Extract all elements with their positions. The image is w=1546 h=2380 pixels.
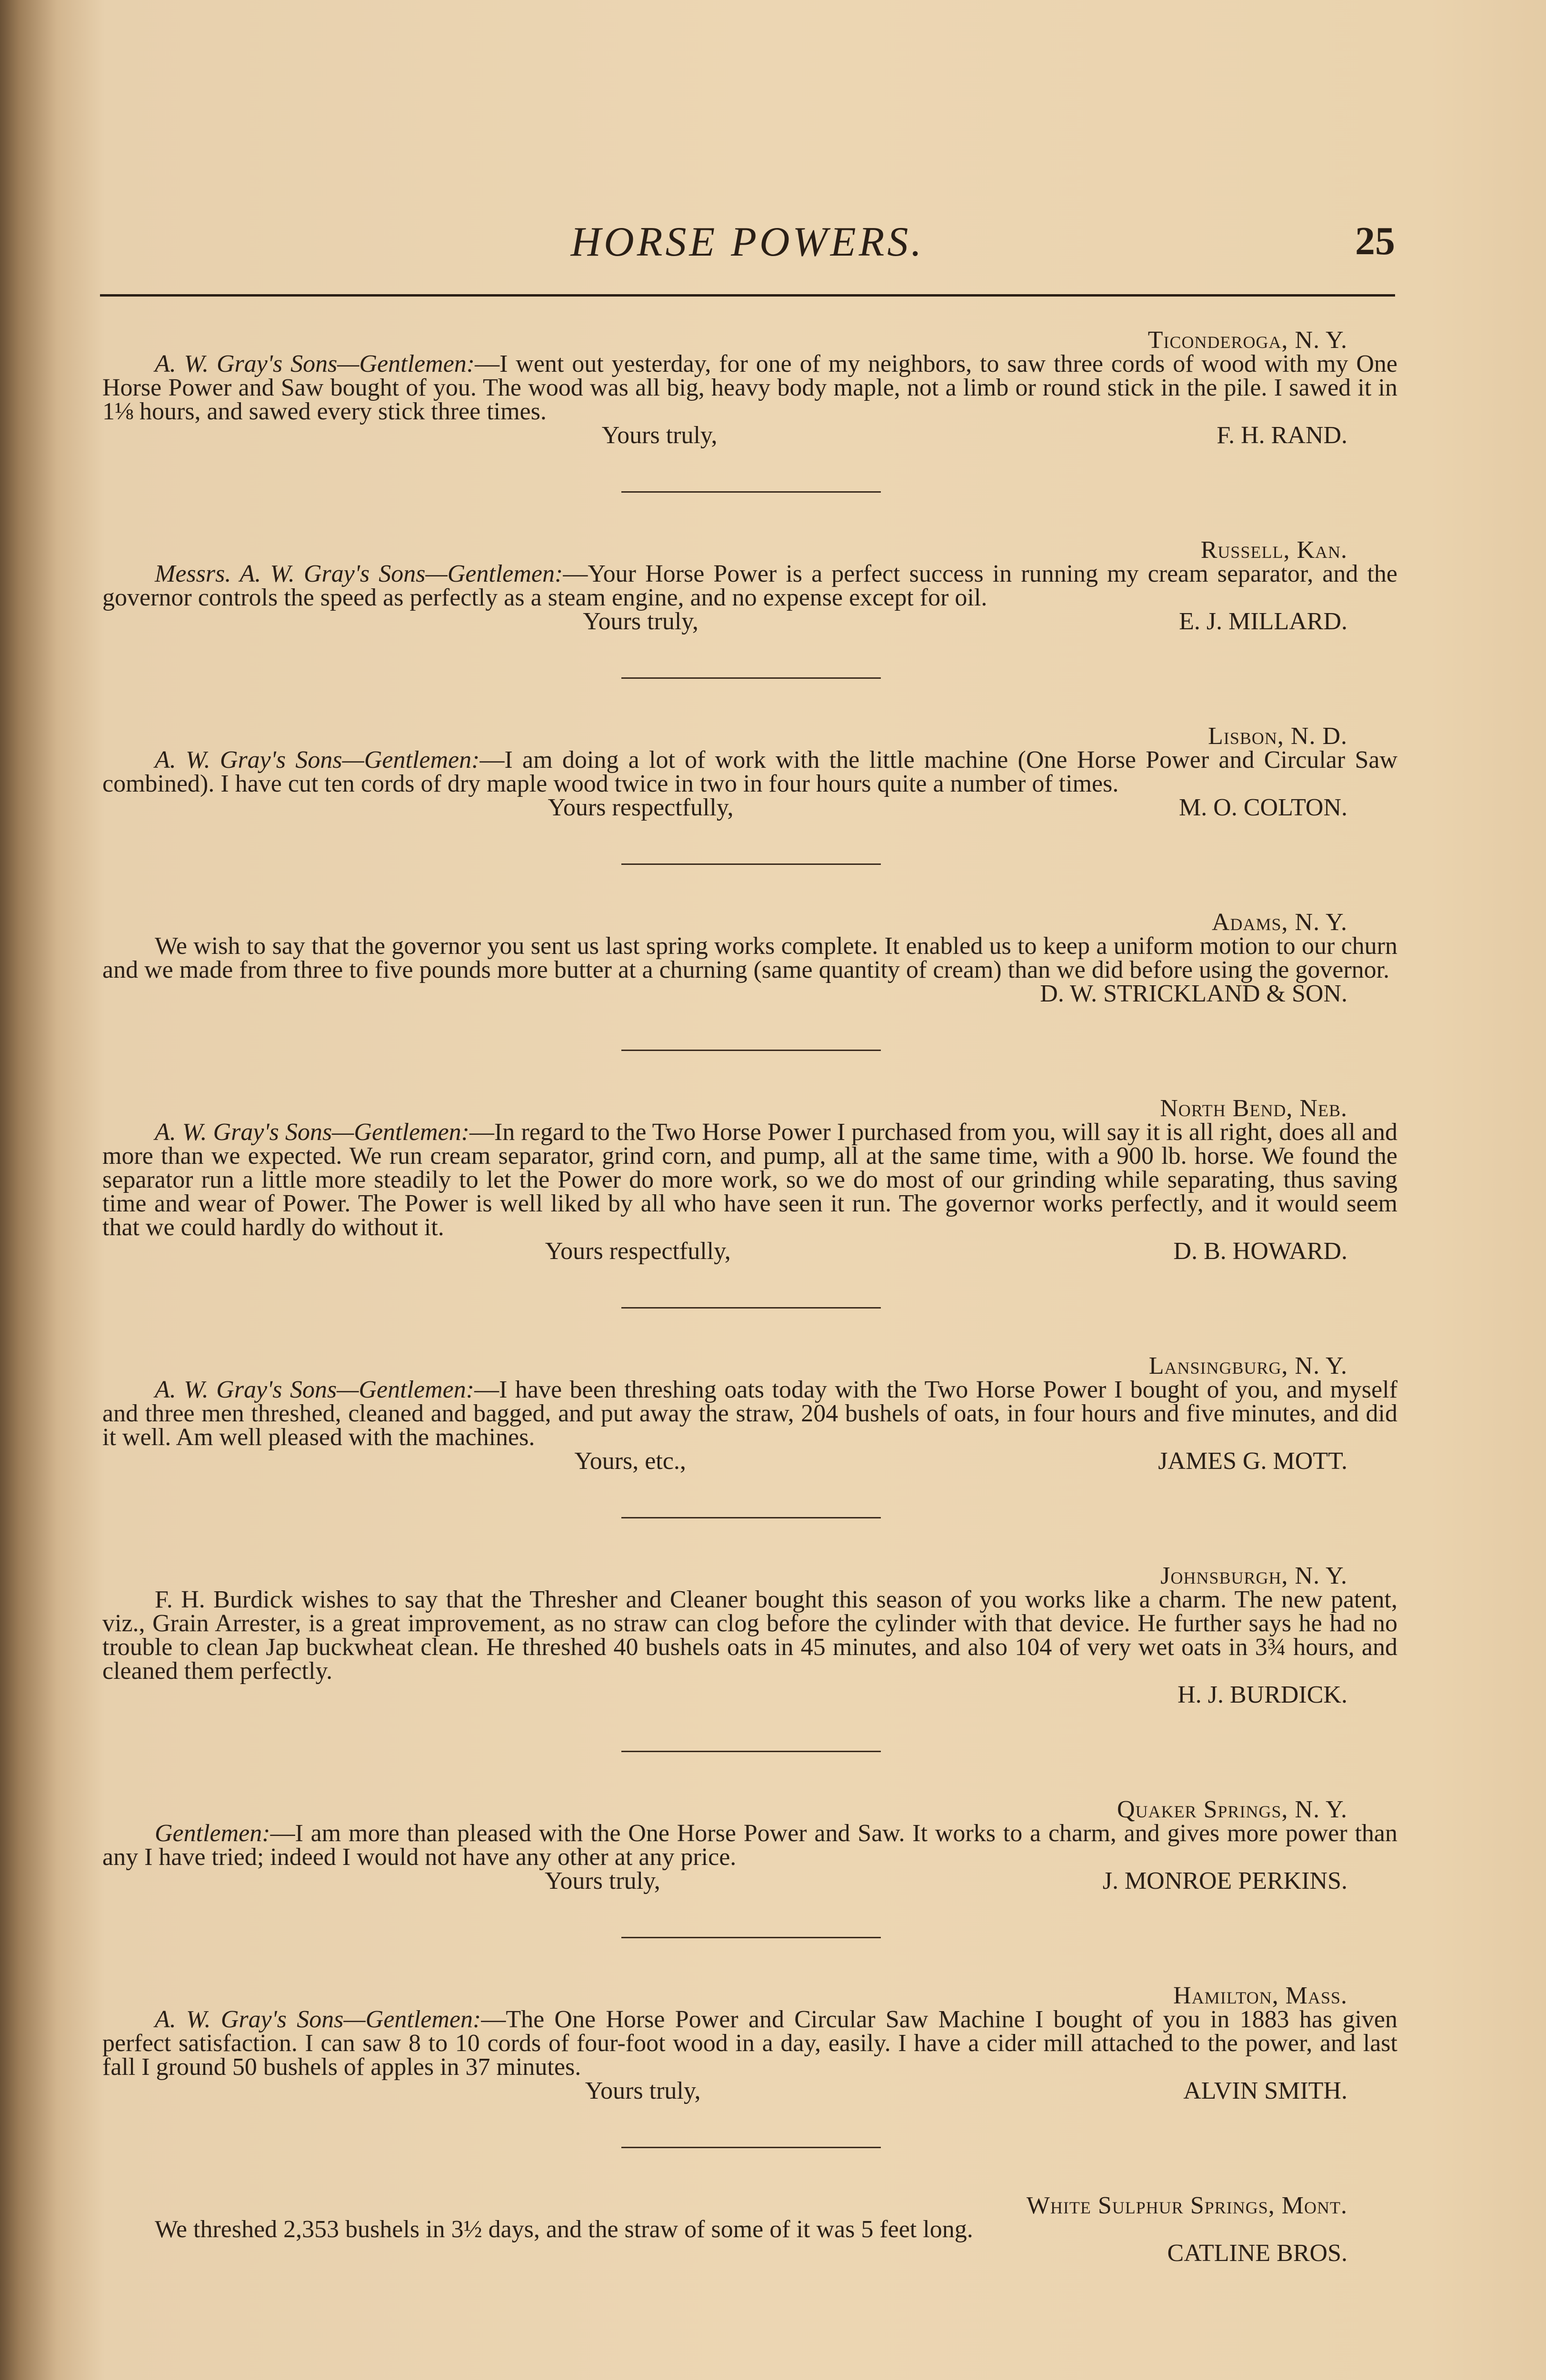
letter-text: —I am doing a lot of work with the little machine (One Horse Power and Circular Saw combined). I have cut ten cords of dry maple wood twice in two in four hours quite a number of times. [102,746,1398,797]
letter-place: Ticonderoga, N. Y. [1147,327,1347,354]
letter-body [102,1121,1397,1240]
letter-body [102,934,1397,982]
letter-body [102,562,1397,610]
letter-signature: JAMES G. MOTT. [1158,1448,1347,1475]
testimonial-letter [102,2194,1397,2265]
letter-salutation: A. W. Gray's Sons—Gentlemen: [155,1376,475,1403]
letter-place: Adams, N. Y. [1211,909,1347,936]
testimonial-letter [102,1354,1397,1473]
letter-salutation: A. W. Gray's Sons—Gentlemen: [155,746,480,774]
page-header [100,218,1395,294]
testimonial-letter [102,1097,1397,1263]
page-number: 25 [1355,219,1395,263]
letter-body [102,2008,1397,2079]
letter-complimentary-close: Yours, etc., [574,1448,686,1475]
testimonial-letter [102,328,1397,447]
letter-signature: M. O. COLTON. [1179,794,1347,821]
running-head: HORSE POWERS. [570,219,925,265]
letter-body [102,1378,1397,1449]
letter-text: —I am more than pleased with the One Horse Power and Saw. It works to a charm, and gives more power than any I have tried; indeed I would not have any other at any price. [102,1820,1397,1871]
letter-place: White Sulphur Springs, Mont. [1026,2192,1347,2219]
letter-text: —In regard to the Two Horse Power I purchased from you, will say it is all right, does all and more than we expected. We run cream separator, grind corn, and pump, all at the same time, with a 900 lb. horse. We found the separator run a little more steadily to let the Power do more work, so we do most of our grinding while separating, thus saving time and wear of Power. The Power is well liked by all who have seen it run. The governor works perfectly, and it would seem that we could hardly do without it. [102,1119,1398,1241]
letter-signature: J. MONROE PERKINS. [1102,1867,1347,1894]
letter-complimentary-close: Yours truly, [583,608,698,635]
letter-body [102,1588,1397,1683]
letter-body [102,2218,1397,2241]
letter-body [102,748,1397,796]
letter-complimentary-close: Yours respectfully, [545,1238,731,1265]
letter-signature: E. J. MILLARD. [1179,608,1347,635]
testimonial-letter [102,724,1397,820]
letter-closing [102,796,1397,820]
letter-salutation: A. W. Gray's Sons—Gentlemen: [155,2006,481,2033]
letter-closing [102,424,1397,447]
letter-signature: D. B. HOWARD. [1173,1238,1347,1265]
letter-body [102,1822,1397,1869]
letter-signature: D. W. STRICKLAND & SON. [1040,980,1347,1007]
letter-closing [102,1240,1397,1263]
letter-text: —I went out yesterday, for one of my neighbors, to saw three cords of wood with my One Horse Power and Saw bought of you. The wood was all big, heavy body maple, not a limb or round stick in the pile. I sawed it in 1⅛ hours, and sawed every stick three times. [102,350,1397,425]
letter-place: Johnsburgh, N. Y. [1160,1562,1347,1589]
letter-closing [102,610,1397,634]
testimonial-list [102,328,1397,2265]
testimonial-letter [102,538,1397,634]
letter-salutation: A. W. Gray's Sons—Gentlemen: [155,350,475,377]
letter-complimentary-close: Yours truly, [544,1867,660,1894]
letter-signature: ALVIN SMITH. [1183,2077,1347,2104]
letter-text: F. H. Burdick wishes to say that the Thresher and Cleaner bought this season of you works like a charm. The new patent, viz., Grain Arrester, is a great improvement, as no straw can clog before the cylinder with that device. He further says he had no trouble to clean Jap buckwheat clean. He threshed 40 bushels oats in 45 minutes, and also 104 of very wet oats in 3¾ hours, and cleaned them perfectly. [102,1586,1397,1685]
letter-place: North Bend, Neb. [1160,1095,1347,1122]
header-rule [100,294,1395,297]
letter-text: We threshed 2,353 bushels in 3½ days, and the straw of some of it was 5 feet long. [155,2216,973,2243]
letter-signature: CATLINE BROS. [1167,2240,1347,2267]
testimonial-letter [102,1564,1397,1707]
letter-complimentary-close: Yours respectfully, [548,794,734,821]
letter-text: —Your Horse Power is a perfect success in running my cream separator, and the governor controls the speed as perfectly as a steam engine, and no expense except for oil. [102,560,1397,611]
letter-place: Hamilton, Mass. [1173,1982,1347,2009]
letter-salutation: Gentlemen: [155,1820,270,1847]
letter-closing [102,1869,1397,1893]
testimonial-letter [102,911,1397,1006]
letter-complimentary-close: Yours truly, [585,2077,701,2104]
letter-body [102,352,1397,424]
letter-text: —The One Horse Power and Circular Saw Machine I bought of you in 1883 has given perfect satisfaction. I can saw 8 to 10 cords of four-foot wood in a day, easily. I have a cider mill attached to the power, and last fall I ground 50 bushels of apples in 37 minutes. [102,2006,1397,2081]
letter-complimentary-close: Yours truly, [601,422,718,449]
letter-closing [102,2079,1397,2103]
letter-salutation: A. W. Gray's Sons—Gentlemen: [155,1119,469,1146]
letter-place: Russell, Kan. [1200,536,1347,564]
letter-signature: H. J. BURDICK. [1177,1681,1347,1708]
letter-salutation: Messrs. A. W. Gray's Sons—Gentlemen: [155,560,563,587]
testimonial-letter [102,1984,1397,2103]
letter-text: —I have been threshing oats today with the Two Horse Power I bought of you, and myself and three men threshed, cleaned and bagged, and put away the straw, 204 bushels of oats, in four hours and five minutes, and did it well. Am well pleased with the machines. [102,1376,1398,1451]
letter-closing [102,1449,1397,1473]
letter-place: Lisbon, N. D. [1208,723,1347,750]
testimonial-letter [102,1798,1397,1893]
letter-place: Lansingburg, N. Y. [1148,1352,1347,1379]
letter-signature: F. H. RAND. [1217,422,1347,449]
letter-text: We wish to say that the governor you sent us last spring works complete. It enabled us to keep a uniform motion to our churn and we made from three to five pounds more butter at a churning (same quantity of cream) than we did before using the governor. [102,932,1397,983]
letter-place: Quaker Springs, N. Y. [1117,1796,1347,1823]
